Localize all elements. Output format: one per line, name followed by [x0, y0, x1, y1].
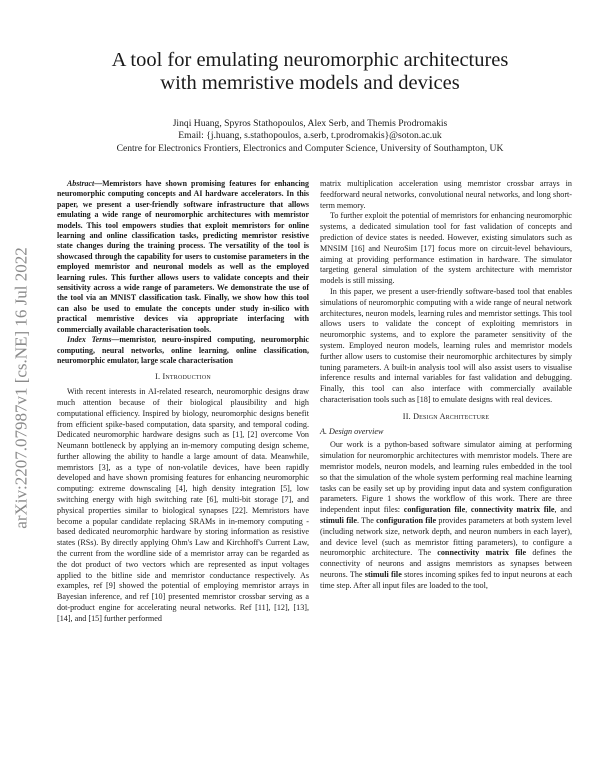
keyword-config-file-2: configuration file — [376, 515, 437, 525]
keyword-stimuli-file: stimuli file — [320, 515, 358, 525]
keyword-config-file: configuration file — [403, 505, 466, 515]
right-column — [320, 179, 572, 591]
author-emails: Email: {j.huang, s.stathopoulos, a.serb, t.prodromakis}@soton.ac.uk — [178, 130, 442, 141]
index-terms-text: —memristor, neuro-inspired computing, neuromorphic computing, neural networks, online learning, online classification, neuromorphic emulator, large scale characterisation — [57, 335, 309, 365]
section-2-heading: II. Design Architecture — [402, 411, 490, 421]
right-paragraph-1: matrix multiplication acceleration using memristor crossbar arrays in feedforward neural networks, convolutional neural networks, and long short-term memory. — [320, 179, 572, 210]
design-text-e: stores incoming spikes fed to input neurons at each time step. After all input files are loaded to the tool, — [320, 569, 573, 590]
right-paragraph-3: In this paper, we present a user-friendly software-based tool that enables simulations of neuromorphic computing with a wide range of neural network architectures, neuron models, learning rules and memristor settings. This tool allows users to validate the concept of exploiting memristors in neuromorphic systems, and to explore the parameter sensitivity of the system. Employed neuron models, learning rules and memristor models further allow users to customise their neuromorphic architectures by simply tuning parameters. A built-in analysis tool will also assist users to visualise inference results and internal variables for fast validation and debugging. Finally, this tool can also interface with commercially available characterisation tools such as [18] to emulate designs with real devices. — [320, 286, 572, 404]
title-line-2: with memristive models and devices — [160, 72, 460, 94]
design-text-b: . The — [357, 515, 377, 525]
index-terms — [57, 335, 309, 366]
design-text-a: Our work is a python-based software simulator aiming at performing simulation for neuromorphic architectures with memristor models. There are memristor models, neuron models, and learning rules embedded in the tool so that the simulation of the whole system performing real machine learning tasks can be easily set up by providing input data and system configuration parameters. Figure 1 shows the workflow of this work. There are three independent input files: — [320, 440, 572, 515]
authors: Jinqi Huang, Spyros Stathopoulos, Alex Serb, and Themis Prodromakis — [172, 118, 448, 129]
abstract-text: —Memristors have shown promising features for enhancing neuromorphic computing concepts and AI hardware accelerators. In this paper, we present a user-friendly software infrastructure that allows emulating a wide range of neuromorphic architectures with memristor models. This tool empowers studies that exploit memristors for online learning and online classification tasks, predicting memristor resistive state changes during the training process. The versatility of the tool is showcased through the capability for users to customise parameters in the employed memristor and neuronal models as well as the employed learning rules. This further allows users to validate concepts and their sensitivity across a wide range of parameters. We demonstrate the use of the tool via an MNIST classification task. Finally, we show how this tool can also be used to emulate the concepts under study in-silico with practical memristive devices via appropriate interfacing with commercially available characterisation tools. — [57, 179, 309, 334]
right-paragraph-2: To further exploit the potential of memristors for enhancing neuromorphic systems, a dedicated simulation tool for fast validation of concepts and prediction of device states is needed. However, existing simulators such as MNSIM [16] and NeuroSim [17] focus more on circuit-level behaviours, aiming at providing performance estimation in hardware. The simulator targeting general simulation of the system architecture with memristor models is still missing. — [320, 211, 572, 286]
subsection-a-heading: A. Design overview — [320, 426, 384, 436]
arxiv-stamp: arXiv:2207.07987v1 [cs.NE] 16 Jul 2022 — [12, 247, 32, 529]
section-1-heading: I. Introduction — [155, 372, 211, 382]
left-column — [57, 179, 309, 625]
arxiv-stamp-container — [0, 208, 44, 568]
design-text-d: defines the connectivity of neurons and assigns memristors as synapses between neurons. The — [320, 548, 572, 579]
keyword-connectivity-file-2: connectivity matrix file — [437, 548, 527, 558]
keyword-stimuli-file-2: stimuli file — [364, 569, 402, 579]
design-text-c: provides parameters at both system level (including network size, network depth, and neuron numbers in each layer), and device level (such as memristor fitting parameters), to configure a neuromorphic architecture. The — [320, 515, 572, 558]
paper-title — [40, 49, 580, 95]
design-overview-paragraph — [320, 440, 572, 591]
index-terms-label: Index Terms — [67, 335, 112, 345]
abstract-label: Abstract — [67, 179, 95, 188]
intro-paragraph: With recent interests in AI-related research, neuromorphic designs draw much attention because of their biological plausibility and high computational efficiency. Inspired by biology, neuromorphic designs benefit from efficient spike-based computation, data sparsity, and temporal coding. Dedicated neuromorphic hardware designs such as [1], [2] overcome Von Neumann bottleneck by applying an in-memory computing design scheme, further allowing the ability to handle a large amount of data. Meanwhile, memristors [3], as a type of non-volatile devices, have been rapidly developed and have shown promising features for enhancing neuromorphic computing: extreme downscaling [4], high density integration [5], low switching energy with high switching rate [6], multi-bit storage [7], and physical properties similar to biological synapses [22]. Memristors have become a popular candidate replacing SRAMs in in-memory computing -based dedicated neuromorphic hardware by storing information as resistive states (RSs). By directly applying Ohm's Law and Kirchhoff's Current Law, the current from the wordline side of a memristor array can be regarded as the dot product of two vectors which are represented as input voltages applied to the bitline side and memristor conductance respectively. As examples, ref [9] showed the potential of employing memristor arrays in Bayesian inference, and ref [10] presented memristor crossbar serving as a dot-product engine for accelerating neural networks. Ref [11], [12], [13], [14], and [15] further performed — [57, 387, 309, 623]
abstract — [57, 179, 309, 335]
and-sep: , and — [554, 505, 572, 515]
comma-sep: , — [465, 505, 471, 515]
title-line-1: A tool for emulating neuromorphic architectures — [111, 49, 509, 71]
keyword-connectivity-file: connectivity matrix file — [470, 505, 555, 515]
affiliation: Centre for Electronics Frontiers, Electronics and Computer Science, University of Southampton, UK — [116, 143, 504, 154]
